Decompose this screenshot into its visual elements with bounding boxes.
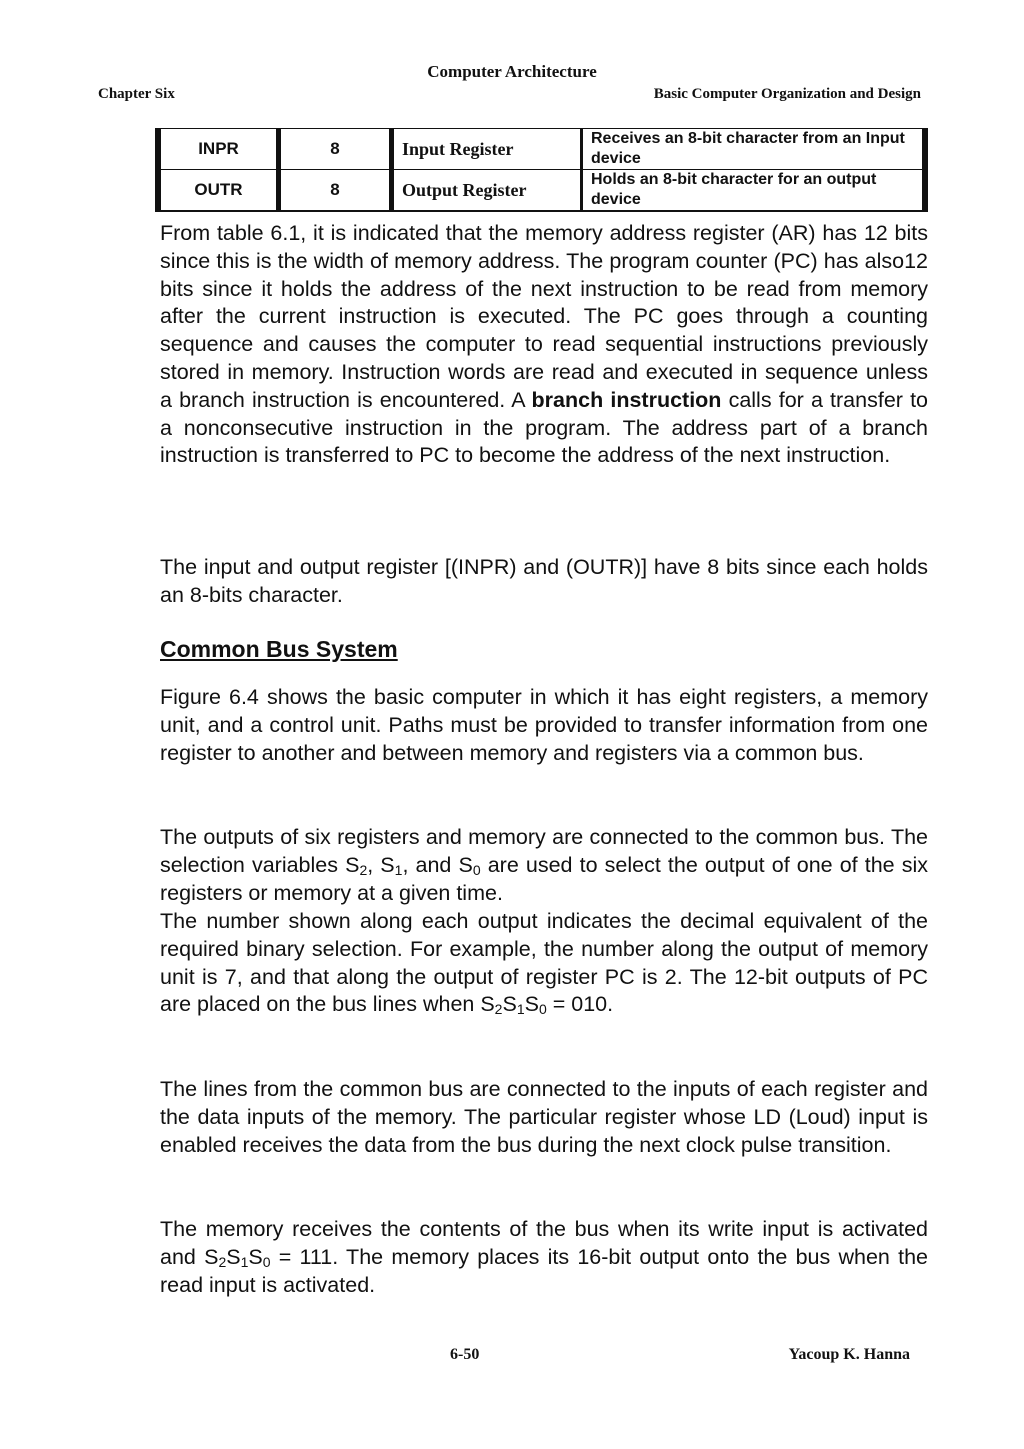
paragraph-io-registers: The input and output register [(INPR) and (OUTR)] have 8 bits since each holds an 8-bits character. xyxy=(160,555,928,607)
paragraph-registers: From table 6.1, it is indicated that the memory address register (AR) has 12 bits since this is the width of memory address. The program counter (PC) has also12 bits since it holds the address of the next instruction to be read from memory after the current instruction is executed. The PC goes through a counting sequence and causes the computer to read sequential instructions previously stored in memory. Instruction words are read and executed in sequence unless a branch instruction is encountered. A branch instruction calls for a transfer to a nonconsecutive instruction in the program. The address part of a branch instruction is transferred to PC to become the address of the next instruction. xyxy=(160,221,929,468)
register-function: Receives an 8-bit character from an Input device xyxy=(582,129,926,170)
author-name: Yacoup K. Hanna xyxy=(788,1346,910,1363)
register-symbol: OUTR xyxy=(158,170,279,212)
paragraph-memory: The memory receives the contents of the bus when its write input is activated and $S_2S_1S_0 = 111$. The memory places its 16-bit output onto the bus when the read input is activated. xyxy=(160,1217,928,1297)
table-row xyxy=(158,129,925,170)
book-title: Computer Architecture xyxy=(427,62,597,81)
chapter-subject: Basic Computer Organization and Design xyxy=(653,86,921,102)
register-bits: 8 xyxy=(279,170,392,212)
term-branch-instruction: branch instruction xyxy=(531,387,722,412)
register-symbol: INPR xyxy=(158,129,279,170)
table-row xyxy=(158,170,925,212)
paragraph-decimal: The number shown along each output indicates the decimal equivalent of the required binary selection. For example, the number along the output of memory unit is 7, and that along the output of register PC is 2. The 12-bit outputs of PC are placed on the bus lines when $S_2S_1S_0 = 010$. xyxy=(160,909,928,1018)
paragraph-selection: The outputs of six registers and memory are connected to the common bus. The selection variables $S_2$, $S_1$, and $S_0$ are used to select the output of one of the six registers or memory at a given time. xyxy=(160,825,929,905)
paragraph-bus-lines: The lines from the common bus are connected to the inputs of each register and the data inputs of the memory. The particular register whose LD (Loud) input is enabled receives the data from the bus during the next clock pulse transition. xyxy=(160,1077,928,1157)
register-name: Output Register xyxy=(392,170,582,212)
paragraph-figure: Figure 6.4 shows the basic computer in which it has eight registers, a memory unit, and a control unit. Paths must be provided to transfer information from one register to another and between memory and registers via a common bus. xyxy=(160,685,928,765)
register-name: Input Register xyxy=(392,129,582,170)
page-number: 6-50 xyxy=(450,1346,480,1363)
register-bits: 8 xyxy=(279,129,392,170)
section-heading: Common Bus System xyxy=(160,636,398,662)
chapter-label: Chapter Six xyxy=(98,86,175,102)
register-table xyxy=(155,128,928,212)
register-function: Holds an 8-bit character for an output device xyxy=(582,170,926,212)
